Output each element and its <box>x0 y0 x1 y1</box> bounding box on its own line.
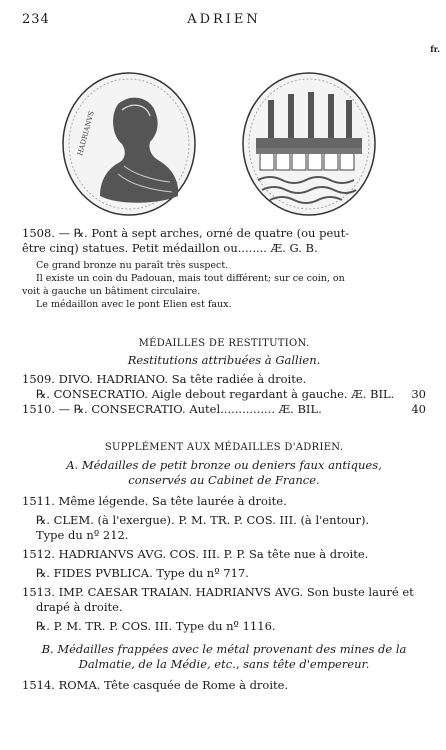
entry-line: ℞. CLEM. (à l'exergue). P. M. TR. P. COS. III. (à l'entour). <box>36 513 370 527</box>
value-unit-label: fr. <box>430 44 440 54</box>
section-heading: SUPPLÉMENT AUX MÉDAILLES D'ADRIEN. <box>104 442 344 453</box>
coin-illustrations <box>60 70 390 220</box>
entry-line: drapé à droite. <box>36 600 123 614</box>
entry-1510 <box>22 402 426 417</box>
entry-1509: 1509. DIVO. HADRIANO. Sa tête radiée à droite. <box>22 372 307 386</box>
section-subheading: Restitutions attribuées à Gallien. <box>127 353 321 367</box>
note-text: voit à gauche un bâtiment circulaire. <box>22 286 201 297</box>
page-header <box>22 12 440 54</box>
seven-arch-bridge-coin-icon <box>240 70 378 218</box>
note-text: Il existe un coin du Padouan, mais tout différent; sur ce coin, on <box>36 273 345 284</box>
svg-text:HADRIANVS: HADRIANVS <box>76 110 96 157</box>
entry-1509-reverse <box>22 387 426 402</box>
price-value: 40 <box>411 402 426 416</box>
running-title: ADRIEN <box>187 12 261 27</box>
section-subheading: conservés au Cabinet de France. <box>128 473 320 487</box>
entry-line: ℞. FIDES PVBLICA. Type du nº 717. <box>36 566 249 580</box>
page-number: 234 <box>22 12 50 27</box>
entry-1511: 1511. Même légende. Sa tête laurée à droite. <box>22 494 287 508</box>
entry-1508 <box>22 226 426 311</box>
entry-line: ℞. P. M. TR. P. COS. III. Type du nº 1116. <box>36 619 276 633</box>
entry-line: 1510. — ℞. CONSECRATIO. Autel............... Æ. BIL. <box>22 402 322 416</box>
restitution-section <box>22 336 426 417</box>
note-text: Le médaillon avec le pont Elien est faux. <box>36 299 232 310</box>
entry-line: ℞. CONSECRATIO. Aigle debout regardant à gauche. Æ. BIL. <box>36 387 395 401</box>
price-value: 30 <box>411 387 426 401</box>
hadrian-bust-coin-icon <box>60 70 198 218</box>
note-text: Ce grand bronze nu paraît très suspect. <box>36 260 229 271</box>
section-subheading: A. Médailles de petit bronze ou deniers faux antiques, <box>66 458 382 472</box>
entry-1512: 1512. HADRIANVS AVG. COS. III. P. P. Sa tête nue à droite. <box>22 547 369 561</box>
section-subheading: B. Médailles frappées avec le métal provenant des mines de la <box>41 642 407 656</box>
section-heading: MÉDAILLES DE RESTITUTION. <box>138 338 310 349</box>
section-subheading: Dalmatie, de la Médie, etc., sans tête d'empereur. <box>78 657 370 671</box>
entry-line: être cinq) statues. Petit médaillon ou........ Æ. G. B. <box>22 241 318 255</box>
entry-line: 1508. — ℞. Pont à sept arches, orné de quatre (ou peut- <box>22 226 350 240</box>
entry-1513: 1513. IMP. CAESAR TRAIAN. HADRIANVS AVG. Son buste lauré et <box>22 585 414 599</box>
supplement-section <box>22 440 426 693</box>
entry-line: Type du nº 212. <box>36 528 129 542</box>
entry-1514: 1514. ROMA. Tête casquée de Rome à droite. <box>22 678 289 692</box>
